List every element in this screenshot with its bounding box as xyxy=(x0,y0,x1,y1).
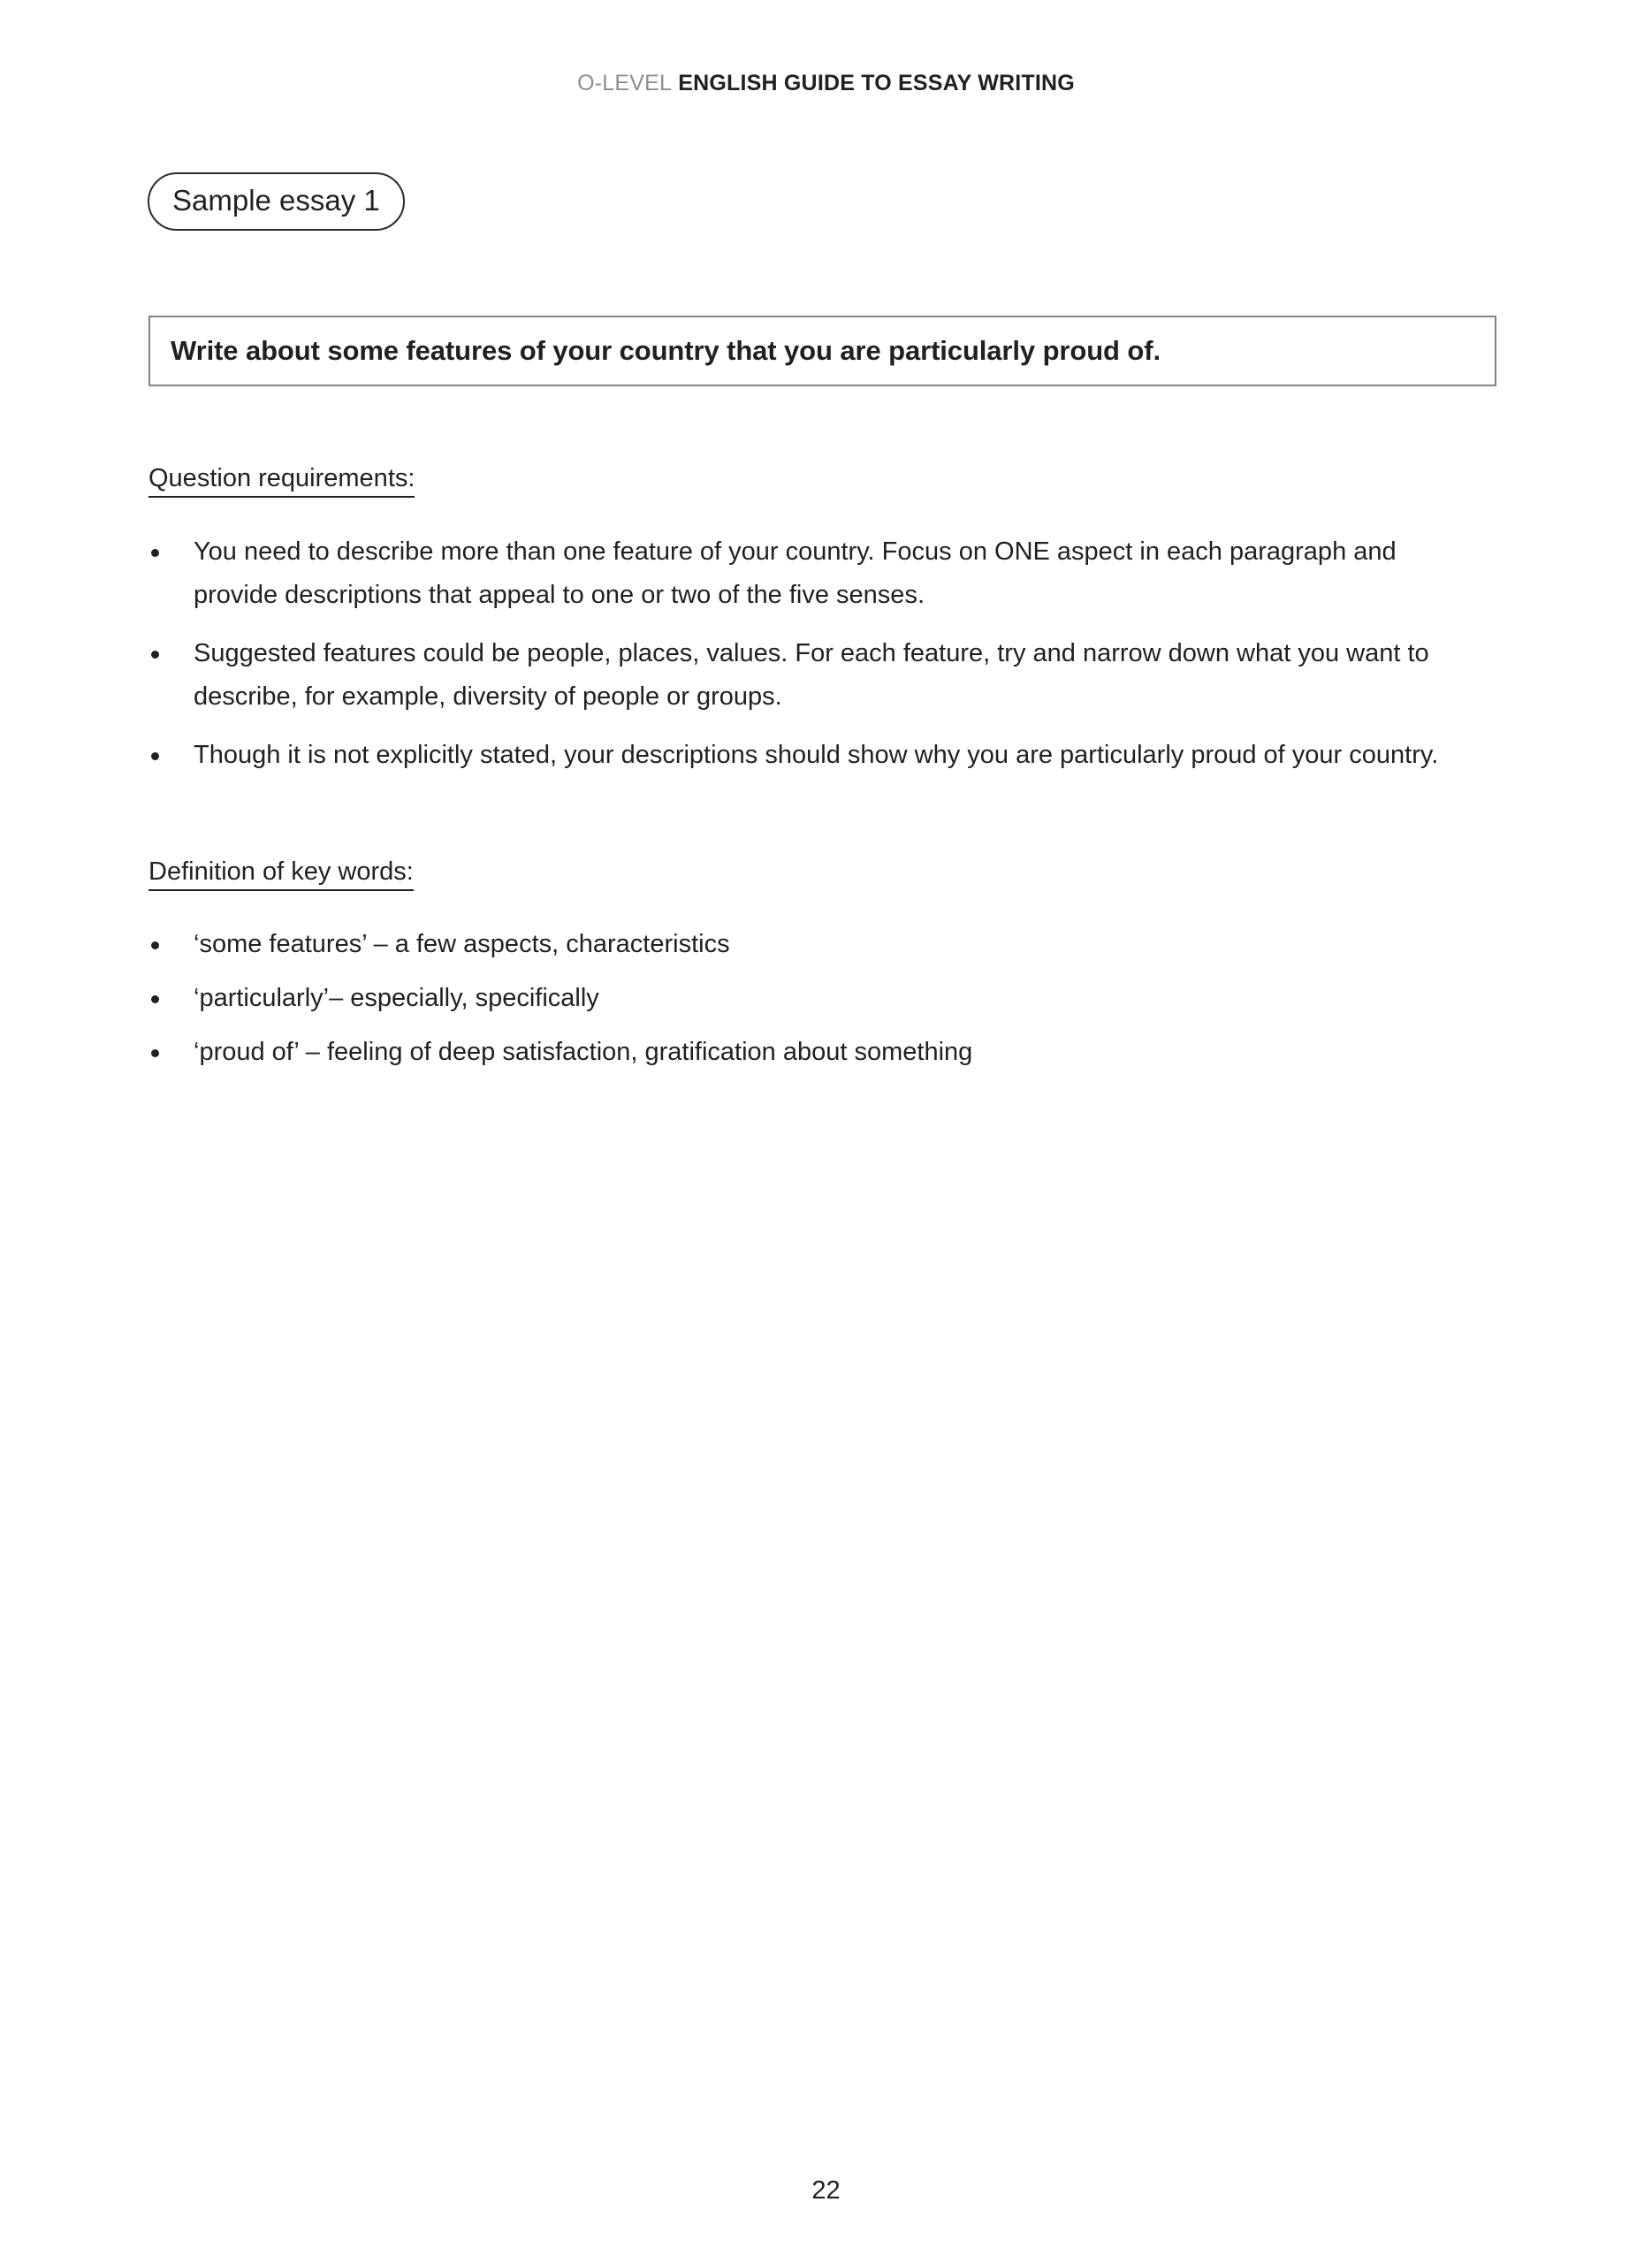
question-requirements-heading xyxy=(148,464,415,493)
list-item xyxy=(148,923,1501,966)
sample-essay-badge xyxy=(148,172,405,231)
list-item xyxy=(148,530,1484,617)
running-header xyxy=(0,71,1652,96)
essay-question-text: Write about some features of your country that you are particularly proud of. xyxy=(171,335,1161,366)
header-title: ENGLISH GUIDE TO ESSAY WRITING xyxy=(678,71,1075,95)
list-item-text: ‘proud of’ – feeling of deep satisfaction, gratification about something xyxy=(194,1038,973,1066)
page-number: 22 xyxy=(811,2176,841,2205)
list-item-text: Suggested features could be people, places, values. For each feature, try and narrow down what you want to describe, for example, diversity of people or groups. xyxy=(194,639,1429,711)
list-item-text: ‘some features’ – a few aspects, characteristics xyxy=(194,930,730,958)
list-item xyxy=(148,977,1501,1020)
essay-question-box xyxy=(148,316,1496,386)
question-requirements-list xyxy=(148,530,1501,777)
definition-key-words-heading-label: Definition of key words: xyxy=(148,857,414,891)
sample-essay-badge-label: Sample essay 1 xyxy=(172,183,380,217)
list-item xyxy=(148,734,1458,777)
list-item-text: ‘particularly’– especially, specifically xyxy=(194,984,599,1012)
list-item-text: You need to describe more than one feature of your country. Focus on ONE aspect in each paragraph and provide descriptions that appeal to one or two of the five senses. xyxy=(194,537,1397,609)
definition-key-words-list xyxy=(148,923,1501,1074)
list-item xyxy=(148,632,1480,719)
list-item-text: Though it is not explicitly stated, your descriptions should show why you are particularly proud of your country. xyxy=(194,741,1439,769)
list-item xyxy=(148,1031,1501,1074)
definition-key-words-heading xyxy=(148,857,414,887)
question-requirements-heading-label: Question requirements: xyxy=(148,464,415,498)
header-prefix: O-LEVEL xyxy=(577,71,673,95)
